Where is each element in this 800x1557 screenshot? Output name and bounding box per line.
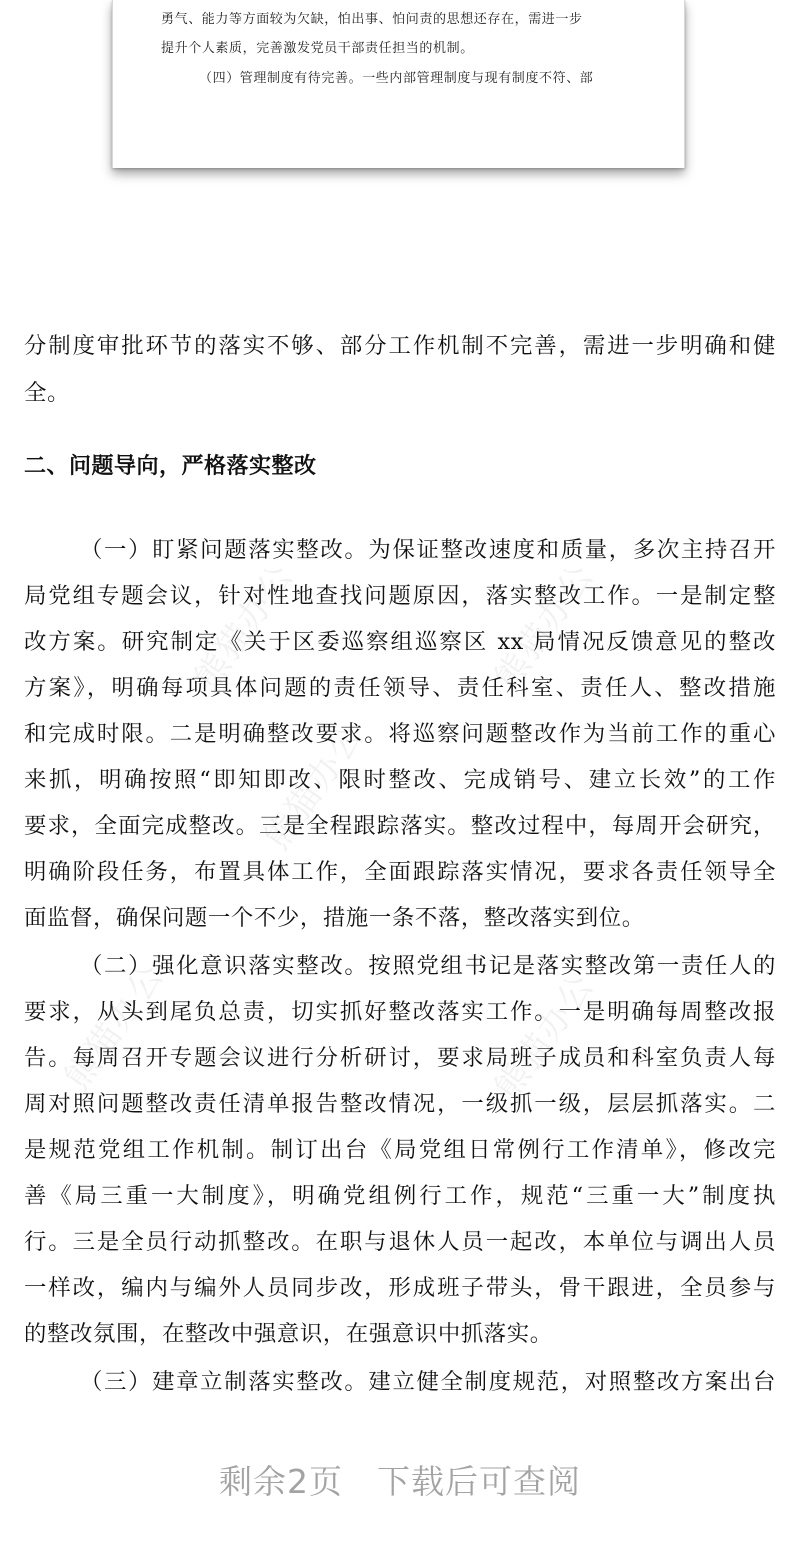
preview-line: 提升个人素质，完善激发党员干部责任担当的机制。 — [161, 41, 474, 56]
paragraph-line: 局党组专题会议，针对性地查找问题原因，落实整改工作。一是制定整 — [24, 583, 776, 609]
paragraph-line: 善《局三重一大制度》，明确党组例行工作，规范“三重一大”制度执 — [24, 1183, 776, 1209]
paragraph-line: （二）强化意识落实整改。按照党组书记是落实整改第一责任人的 — [80, 953, 776, 979]
download-prompt[interactable] — [0, 1456, 800, 1503]
watermark: 熊猫办公 — [487, 556, 603, 697]
watermark: 熊猫办公 — [187, 556, 303, 697]
preview-line: 勇气、能力等方面较为欠缺，怕出事、怕问责的思想还存在，需进一步 — [161, 12, 583, 27]
page-preview-card — [112, 0, 685, 168]
preview-line: （四）管理制度有待完善。一些内部管理制度与现有制度不符、部 — [199, 71, 594, 86]
paragraph-line: 来抓，明确按照“即知即改、限时整改、完成销号、建立长效”的工作 — [24, 767, 776, 793]
paragraph-line: （一）盯紧问题落实整改。为保证整改速度和质量，多次主持召开 — [80, 537, 776, 563]
paragraph-line: 一样改，编内与编外人员同步改，形成班子带头，骨干跟进，全员参与 — [24, 1275, 776, 1301]
download-to-view-label: 下载后可查阅 — [377, 1462, 581, 1501]
paragraph-line: 改方案。研究制定《关于区委巡察组巡察区 xx 局情况反馈意见的整改 — [24, 629, 776, 655]
paragraph-line: 要求，从头到尾负总责，切实抓好整改落实工作。一是明确每周整改报 — [24, 999, 776, 1025]
paragraph-line: 分制度审批环节的落实不够、部分工作机制不完善，需进一步明确和健 — [24, 333, 776, 359]
paragraph-line: 行。三是全员行动抓整改。在职与退休人员一起改，本单位与调出人员 — [24, 1229, 776, 1255]
remaining-pages-label: 剩余2页 — [219, 1462, 343, 1501]
paragraph-line: 是规范党组工作机制。制订出台《局党组日常例行工作清单》，修改完 — [24, 1137, 776, 1163]
paragraph-line: 告。每周召开专题会议进行分析研讨，要求局班子成员和科室负责人每 — [24, 1045, 776, 1071]
paragraph-line: 要求，全面完成整改。三是全程跟踪落实。整改过程中，每周开会研究， — [24, 813, 776, 839]
paragraph-line: 的整改氛围，在整改中强意识，在强意识中抓落实。 — [24, 1321, 553, 1347]
paragraph-line: 和完成时限。二是明确整改要求。将巡察问题整改作为当前工作的重心 — [24, 721, 776, 747]
watermark: 熊猫办公 — [257, 716, 373, 857]
paragraph-line: 面监督，确保问题一个不少，措施一条不落，整改落实到位。 — [24, 905, 645, 931]
paragraph-line: （三）建章立制落实整改。建立健全制度规范，对照整改方案出台 — [80, 1369, 776, 1395]
section-heading: 二、问题导向，严格落实整改 — [24, 454, 317, 479]
paragraph-line: 全。 — [24, 380, 70, 406]
paragraph-line: 明确阶段任务，布置具体工作，全面跟踪落实情况，要求各责任领导全 — [24, 859, 776, 885]
watermark: 熊猫办公 — [57, 956, 173, 1097]
watermark: 熊猫办公 — [487, 966, 603, 1107]
paragraph-line: 方案》，明确每项具体问题的责任领导、责任科室、责任人、整改措施 — [24, 675, 776, 701]
paragraph-line: 周对照问题整改责任清单报告整改情况，一级抓一级，层层抓落实。二 — [24, 1091, 776, 1117]
